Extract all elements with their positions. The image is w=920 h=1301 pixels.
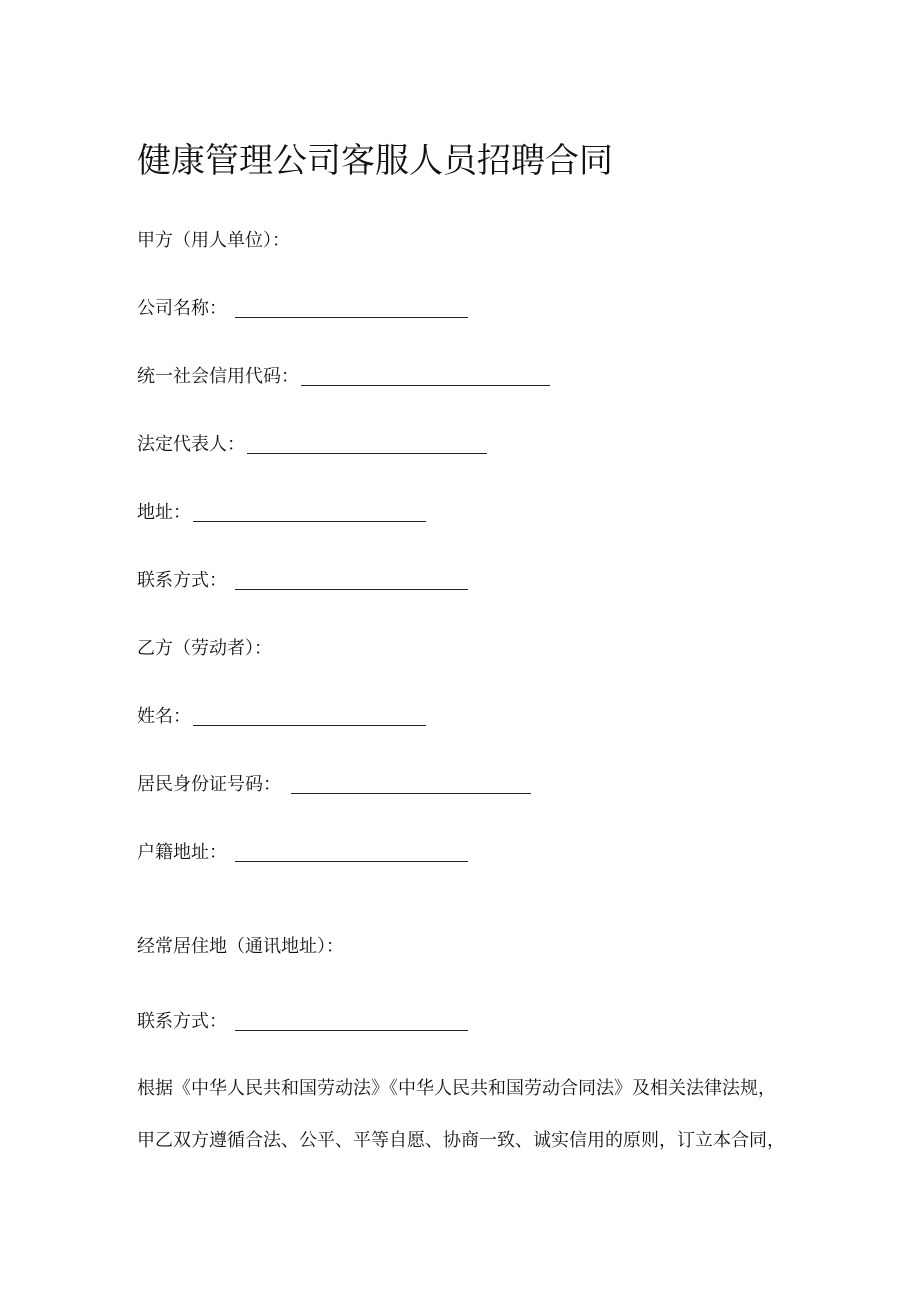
credit-code-blank[interactable] <box>301 367 550 386</box>
company-name-field <box>137 296 468 322</box>
document-title: 健康管理公司客服人员招聘合同 <box>137 141 613 181</box>
party-a-contact-label: 联系方式： <box>137 570 227 591</box>
party-b-contact-label: 联系方式： <box>137 1011 227 1032</box>
credit-code-field <box>137 364 550 390</box>
household-address-field <box>137 840 468 866</box>
id-number-label: 居民身份证号码： <box>137 774 281 795</box>
residence-heading <box>137 934 344 960</box>
address-label: 地址： <box>137 502 191 523</box>
preamble-line-1: 根据《中华人民共和国劳动法》《中华人民共和国劳动合同法》及相关法律法规， <box>137 1078 776 1099</box>
residence-heading-text: 经常居住地（通讯地址）： <box>137 936 344 957</box>
legal-rep-label: 法定代表人： <box>137 434 245 455</box>
party-a-contact-blank[interactable] <box>235 571 468 590</box>
name-field <box>137 704 426 730</box>
party-b-contact-field <box>137 1009 468 1035</box>
party-a-heading <box>137 228 290 254</box>
legal-rep-field <box>137 432 487 458</box>
legal-rep-blank[interactable] <box>247 435 487 454</box>
party-b-contact-blank[interactable] <box>235 1012 468 1031</box>
party-b-heading-text: 乙方（劳动者）： <box>137 638 272 659</box>
company-name-blank[interactable] <box>235 299 468 318</box>
id-number-field <box>137 772 531 798</box>
id-number-blank[interactable] <box>291 775 531 794</box>
household-address-blank[interactable] <box>235 843 468 862</box>
party-a-contact-field <box>137 568 468 594</box>
name-label: 姓名： <box>137 706 191 727</box>
address-blank[interactable] <box>193 503 426 522</box>
household-address-label: 户籍地址： <box>137 842 227 863</box>
address-field <box>137 500 426 526</box>
company-name-label: 公司名称： <box>137 298 227 319</box>
name-blank[interactable] <box>193 707 426 726</box>
party-b-heading <box>137 636 272 662</box>
credit-code-label: 统一社会信用代码： <box>137 366 299 387</box>
party-a-heading-text: 甲方（用人单位）： <box>137 230 290 251</box>
preamble-line-2: 甲乙双方遵循合法、公平、平等自愿、协商一致、诚实信用的原则，订立本合同， <box>137 1130 785 1151</box>
